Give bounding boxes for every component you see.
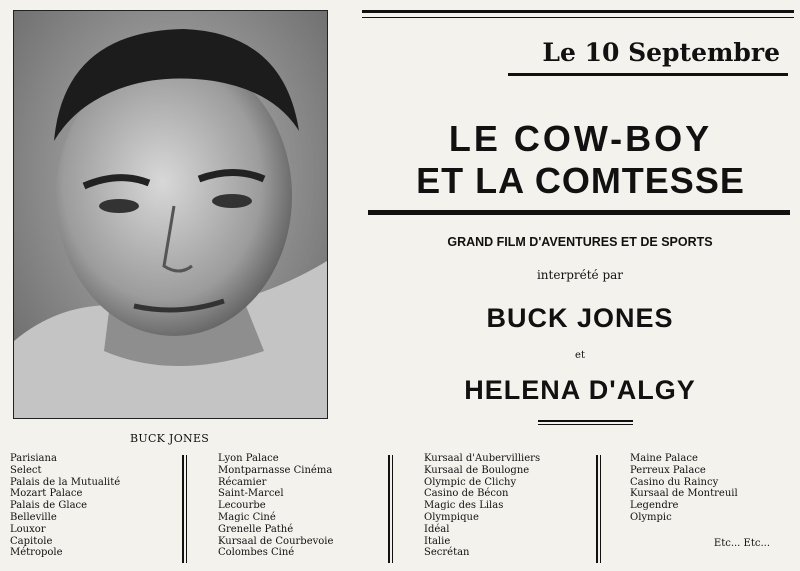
actors-underline (538, 420, 633, 422)
list-item: Grenelle Pathé (218, 523, 294, 535)
top-rule-thin (362, 17, 794, 18)
photo-caption: BUCK JONES (130, 432, 210, 445)
theater-column-4 (630, 453, 738, 524)
column-divider (600, 455, 601, 563)
list-item: Olympique (424, 511, 479, 523)
list-item: Kursaal de Courbevoie (218, 535, 334, 547)
list-item: Mozart Palace (10, 488, 83, 500)
top-rule (362, 10, 794, 13)
etc-text: Etc... Etc... (713, 538, 770, 549)
theater-column-3 (424, 453, 540, 559)
list-item: Récamier (218, 476, 267, 488)
release-date: Le 10 Septembre (542, 38, 780, 67)
list-item: Saint-Marcel (218, 488, 284, 500)
list-item: Métropole (10, 547, 63, 559)
list-item: Maine Palace (630, 453, 698, 464)
column-divider (186, 455, 187, 563)
film-title (368, 118, 793, 202)
actors-underline-thin (538, 424, 633, 425)
list-item: Kursaal de Montreuil (630, 488, 738, 500)
list-item: Colombes Ciné (218, 547, 295, 559)
column-divider (388, 455, 390, 563)
list-item: Kursaal d'Aubervilliers (424, 453, 541, 464)
list-item: Magic Ciné (218, 511, 276, 523)
actor-helena-dalgy: HELENA D'ALGY (464, 375, 696, 405)
portrait-illustration (14, 11, 327, 418)
film-title-line2: ET LA COMTESSE (416, 160, 745, 201)
list-item: Secrétan (424, 547, 470, 559)
list-item: Perreux Palace (630, 464, 706, 476)
date-underline (508, 73, 788, 76)
title-underline (368, 210, 790, 215)
interpreted-by: interprété par (536, 268, 624, 282)
column-divider (182, 455, 184, 563)
list-item: Italie (424, 535, 451, 547)
list-item: Parisiana (10, 453, 57, 464)
list-item: Legendre (630, 500, 679, 512)
column-divider (596, 455, 598, 563)
list-item: Olympic de Clichy (424, 476, 517, 488)
film-subtitle: GRAND FILM D'AVENTURES ET DE SPORTS (447, 235, 713, 249)
list-item: Palais de la Mutualité (10, 476, 121, 488)
list-item: Magic des Lilas (424, 500, 504, 512)
conjunction-et: et (575, 350, 585, 361)
list-item: Kursaal de Boulogne (424, 464, 530, 476)
theater-column-1 (10, 453, 120, 559)
list-item: Lecourbe (218, 500, 266, 512)
theater-column-2 (218, 453, 333, 559)
list-item: Select (10, 464, 42, 476)
list-item: Montparnasse Cinéma (218, 464, 333, 476)
list-item: Casino du Raincy (630, 476, 719, 488)
list-item: Palais de Glace (10, 500, 88, 512)
list-item: Louxor (10, 523, 46, 535)
portrait-photo (13, 10, 328, 419)
list-item: Belleville (10, 511, 57, 523)
list-item: Olympic (630, 511, 672, 523)
list-item: Capitole (10, 535, 53, 547)
column-divider (392, 455, 393, 563)
list-item: Lyon Palace (218, 453, 279, 464)
actor-buck-jones: BUCK JONES (486, 303, 674, 333)
list-item: Idéal (424, 523, 450, 535)
film-title-line1: LE COW-BOY (448, 118, 713, 159)
list-item: Casino de Bécon (424, 488, 509, 500)
